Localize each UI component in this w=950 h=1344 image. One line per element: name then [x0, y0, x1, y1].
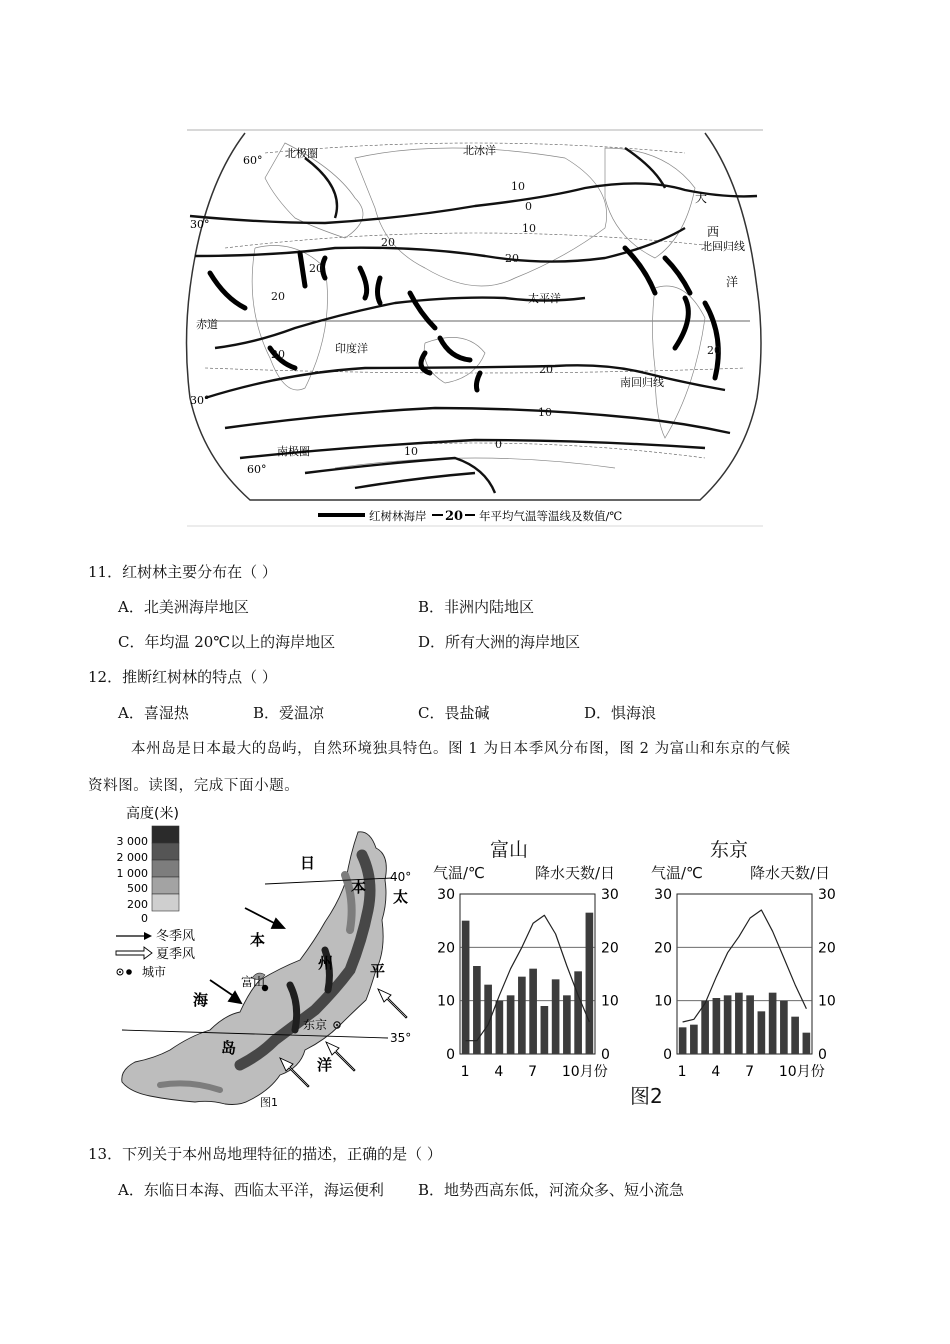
precip-days-bar: [713, 998, 721, 1054]
y-tick-label-right: 20: [818, 940, 836, 957]
y-tick-label-left: 0: [446, 1047, 455, 1063]
x-tick-label: 7: [528, 1064, 538, 1080]
isotherm-value: 10: [511, 180, 525, 193]
precip-days-bar: [769, 993, 777, 1054]
precip-days-bar: [507, 995, 515, 1054]
x-tick-label: 4: [711, 1064, 721, 1080]
q12-option-c[interactable]: C．畏盐碱: [418, 704, 490, 722]
isotherm-value: 20: [707, 344, 721, 357]
precip-days-bar: [462, 921, 470, 1054]
toyama-ylabel-right: 降水天数/日: [535, 864, 616, 882]
honshu-label-1: 本: [351, 878, 367, 896]
precip-days-bar: [735, 993, 743, 1054]
y-tick-label-left: 30: [437, 887, 455, 903]
elevation-level-label: 2 000: [116, 851, 148, 864]
q12-option-d[interactable]: D．惧海浪: [584, 704, 657, 722]
tropic-cancer-label: 北回归线: [701, 240, 745, 253]
y-tick-label-left: 30: [654, 887, 672, 903]
isotherm-value: 10: [538, 406, 552, 419]
isotherm-value: 20: [309, 262, 323, 275]
y-tick-label-right: 20: [601, 940, 619, 957]
summer-monsoon-label: 夏季风: [156, 947, 196, 962]
precip-days-bar: [496, 1001, 504, 1054]
isotherm-value: 10: [404, 445, 418, 458]
q13-option-b[interactable]: B．地势西高东低，河流众多、短小流急: [418, 1181, 685, 1199]
tropic-capricorn-label: 南回归线: [620, 376, 664, 389]
pacific-label-3: 洋: [317, 1056, 333, 1074]
honshu-label-2: 州: [318, 954, 334, 972]
lat-40-label: 40°: [390, 870, 412, 884]
precip-days-bar: [690, 1025, 698, 1054]
lat-60n-label: 60°: [243, 154, 263, 167]
figure-1-label: 图1: [260, 1096, 278, 1109]
precip-days-bar: [701, 1001, 709, 1054]
indian-ocean-label: 印度洋: [335, 342, 368, 355]
q11-option-c[interactable]: C．年均温 20℃以上的海岸地区: [118, 633, 336, 651]
precip-days-bar: [803, 1033, 811, 1054]
world-mangrove-map: [185, 128, 765, 530]
honshu-label-3: 岛: [221, 1039, 237, 1057]
toyama-label: 富山: [241, 975, 266, 989]
y-tick-label-left: 10: [437, 993, 455, 1010]
tokyo-ylabel-left: 气温/℃: [651, 864, 703, 882]
pacific-ocean-label: 太平洋: [528, 292, 561, 305]
y-tick-label-right: 30: [818, 887, 836, 903]
y-tick-label-left: 20: [654, 940, 672, 957]
lat-35-label: 35°: [390, 1031, 412, 1045]
elevation-legend: [152, 826, 179, 911]
isotherm-value: 20: [505, 252, 519, 265]
precip-days-bar: [574, 971, 582, 1054]
x-tick-label: 7: [745, 1064, 755, 1080]
antarctic-circle-label: 南极圈: [277, 445, 310, 458]
question-13-stem: 13．下列关于本州岛地理特征的描述，正确的是（ ）: [88, 1145, 442, 1163]
isotherm-value: 20: [539, 363, 553, 376]
isotherm-value: 0: [525, 200, 532, 213]
q13-option-a[interactable]: A．东临日本海、西临太平洋，海运便利: [118, 1181, 384, 1199]
y-tick-label-left: 10: [654, 993, 672, 1010]
precip-days-bar: [529, 969, 537, 1054]
toyama-chart-title: 富山: [490, 839, 529, 861]
atlantic-label-2: 西: [707, 225, 720, 239]
temperature-line: [466, 915, 590, 1040]
x-tick-label: 10月份: [778, 1064, 825, 1080]
elevation-level-label: 200: [127, 898, 148, 911]
elevation-level-label: 1 000: [116, 867, 148, 880]
x-tick-label: 1: [677, 1064, 687, 1080]
lat-30s-label: 30°: [190, 394, 210, 407]
elevation-level-label: 0: [141, 912, 148, 925]
arctic-circle-label: 北极圈: [285, 147, 318, 160]
isotherm-value: 20: [381, 236, 395, 249]
y-tick-label-right: 10: [818, 993, 836, 1010]
isotherm-value: 20: [271, 290, 285, 303]
y-tick-label-right: 30: [601, 887, 619, 903]
q12-option-a[interactable]: A．喜湿热: [118, 704, 189, 722]
temperature-line: [683, 910, 807, 1022]
intro-line-2: 资料图。读图，完成下面小题。: [88, 778, 300, 794]
intro-line-1: 本州岛是日本最大的岛屿，自然环境独具特色。图 1 为日本季风分布图，图 2 为富山和东京的气候: [131, 741, 791, 757]
figure-2-label: 图2: [630, 1084, 663, 1108]
tokyo-label: 东京: [303, 1018, 328, 1032]
x-tick-label: 1: [460, 1064, 470, 1080]
isotherm-value: 0: [495, 438, 502, 451]
tokyo-ylabel-right: 降水天数/日: [750, 864, 831, 882]
precip-days-bar: [758, 1011, 766, 1054]
precip-days-bar: [552, 979, 560, 1054]
elevation-level-label: 500: [127, 882, 148, 895]
pacific-label-1: 太: [393, 888, 409, 906]
precip-days-bar: [541, 1006, 549, 1054]
precip-days-bar: [679, 1027, 687, 1054]
elevation-level-label: 3 000: [116, 835, 148, 848]
elevation-swatch: [152, 843, 179, 860]
elevation-swatch: [152, 877, 179, 894]
q12-option-b[interactable]: B．爱温凉: [253, 704, 325, 722]
tokyo-chart-title: 东京: [710, 839, 749, 861]
city-dot-icon: [126, 969, 132, 975]
toyama-ylabel-left: 气温/℃: [433, 864, 485, 882]
question-11-stem: 11．红树林主要分布在（ ）: [88, 563, 277, 581]
isotherm-value: 10: [522, 222, 536, 235]
arctic-ocean-label: 北冰洋: [463, 144, 496, 157]
precip-days-bar: [518, 977, 526, 1054]
city-legend-label: 城市: [142, 965, 167, 979]
isotherm-value: 20: [271, 348, 285, 361]
precip-days-bar: [746, 995, 754, 1054]
sea-of-japan-label-3: 海: [193, 991, 209, 1009]
toyama-climate-chart: [430, 880, 640, 1090]
x-tick-label: 10月份: [561, 1064, 608, 1080]
precip-days-bar: [791, 1017, 799, 1054]
summer-monsoon-arrow-icon: [116, 947, 152, 959]
y-tick-label-right: 10: [601, 993, 619, 1010]
japan-monsoon-map: [100, 800, 430, 1116]
x-tick-label: 4: [494, 1064, 504, 1080]
y-tick-label-left: 0: [663, 1047, 672, 1063]
precip-days-bar: [586, 913, 594, 1054]
lat-60s-label: 60°: [247, 463, 267, 476]
y-tick-label-right: 0: [601, 1047, 610, 1063]
q11-option-d[interactable]: D．所有大洲的海岸地区: [418, 633, 581, 651]
sea-of-japan-label-2: 本: [250, 931, 266, 949]
y-tick-label-left: 20: [437, 940, 455, 957]
precip-days-bar: [780, 1001, 788, 1054]
q11-option-b[interactable]: B．非洲内陆地区: [418, 598, 535, 616]
lat-30n-label: 30°: [190, 218, 210, 231]
y-tick-label-right: 0: [818, 1047, 827, 1063]
atlantic-label-3: 洋: [726, 275, 739, 289]
mangrove-legend-label: 红树林海岸: [369, 509, 427, 523]
isotherm-legend-label: 年平均气温等温线及数值/℃: [479, 509, 623, 523]
precip-days-bar: [724, 995, 732, 1054]
atlantic-label-1: 大: [695, 191, 708, 205]
elevation-swatch: [152, 894, 179, 911]
q11-option-a[interactable]: A．北美洲海岸地区: [118, 598, 249, 616]
sea-of-japan-label-1: 日: [300, 854, 316, 872]
equator-label: 赤道: [196, 318, 218, 331]
tokyo-climate-chart: [647, 880, 850, 1090]
precip-days-bar: [563, 995, 571, 1054]
elevation-legend-title: 高度(米): [126, 806, 179, 822]
isotherm-legend-sample: 20: [445, 509, 464, 524]
question-12-stem: 12．推断红树林的特点（ ）: [88, 668, 277, 686]
pacific-label-2: 平: [370, 962, 386, 980]
winter-monsoon-label: 冬季风: [156, 929, 196, 944]
elevation-swatch: [152, 826, 179, 843]
elevation-swatch: [152, 860, 179, 877]
